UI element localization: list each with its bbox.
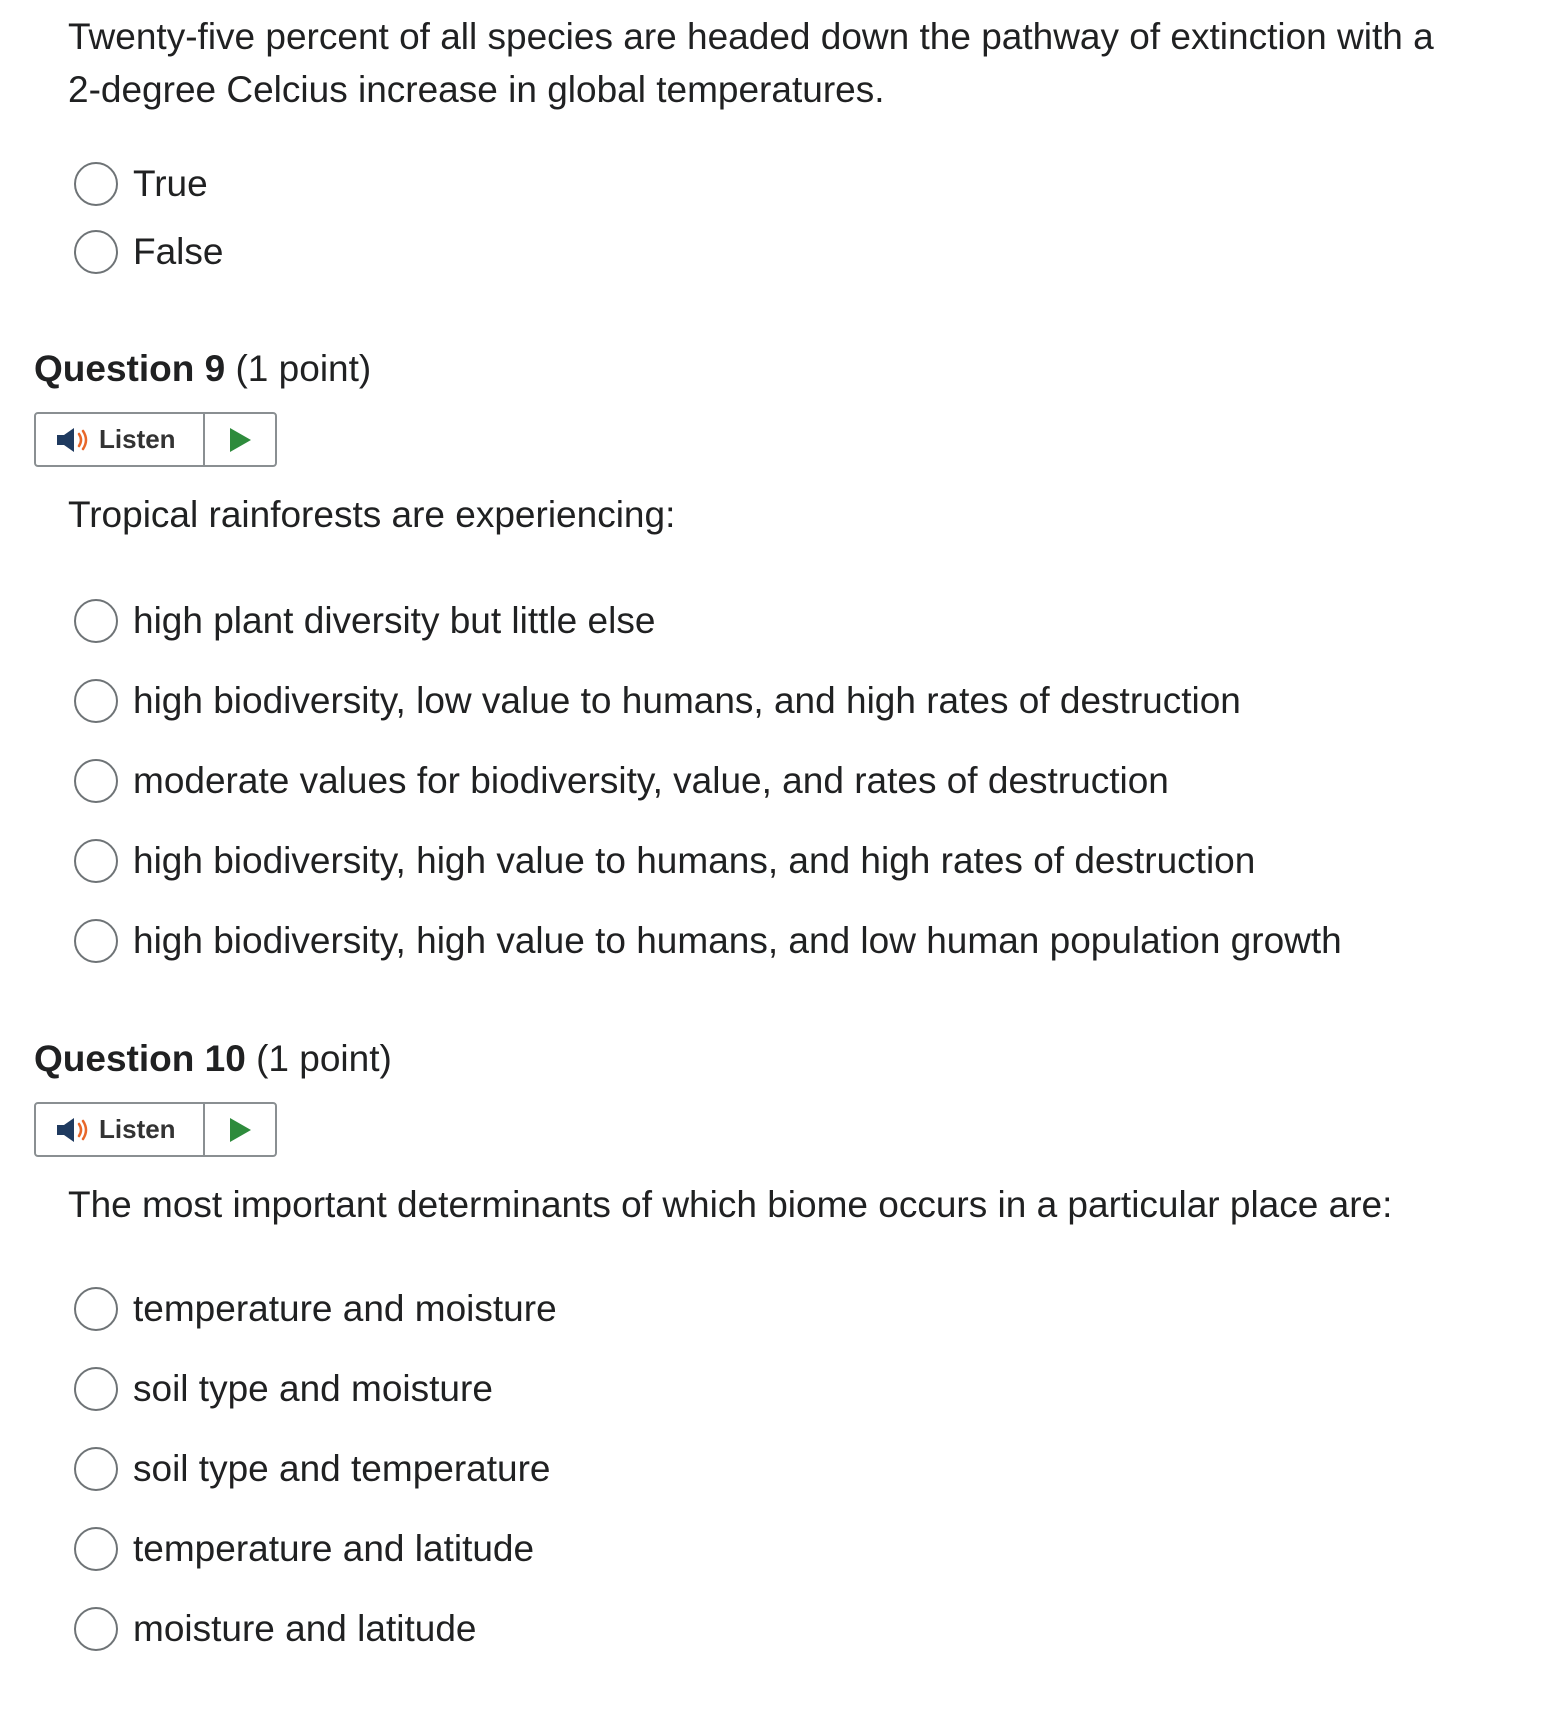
- option-label: high biodiversity, high value to humans, and high rates of destruction: [133, 840, 1256, 881]
- question-10-play-button[interactable]: [205, 1104, 275, 1155]
- radio-button[interactable]: [74, 1447, 118, 1491]
- question-10-listen-button[interactable]: [36, 1104, 205, 1155]
- listen-label: Listen: [99, 1114, 176, 1144]
- option-label: temperature and moisture: [133, 1288, 557, 1329]
- question-9-text: Tropical rainforests are experiencing:: [68, 494, 676, 535]
- question-8-option-true[interactable]: [74, 160, 208, 208]
- option-label: True: [133, 163, 208, 204]
- question-8-text: [68, 10, 1434, 116]
- question-10-text: The most important determinants of which biome occurs in a particular place are:: [68, 1184, 1393, 1225]
- question-10-option-1[interactable]: [74, 1285, 557, 1333]
- question-10-option-5[interactable]: [74, 1605, 476, 1653]
- question-10-points: (1 point): [256, 1038, 392, 1079]
- question-10-title: [34, 1038, 392, 1080]
- question-10-listen-widget: [34, 1102, 277, 1157]
- radio-button[interactable]: [74, 1287, 118, 1331]
- question-9-number: Question 9: [34, 348, 226, 389]
- option-label: soil type and moisture: [133, 1368, 493, 1409]
- radio-button[interactable]: [74, 1607, 118, 1651]
- speaker-icon: [55, 425, 93, 455]
- radio-button[interactable]: [74, 919, 118, 963]
- question-10-number: Question 10: [34, 1038, 246, 1079]
- question-9-option-4[interactable]: [74, 837, 1255, 885]
- listen-label: Listen: [99, 424, 176, 454]
- radio-button[interactable]: [74, 1527, 118, 1571]
- play-icon: [227, 426, 253, 454]
- radio-button[interactable]: [74, 162, 118, 206]
- radio-button[interactable]: [74, 599, 118, 643]
- question-9-title: [34, 348, 371, 390]
- option-label: high biodiversity, high value to humans, and low human population growth: [133, 920, 1342, 961]
- question-9-option-5[interactable]: [74, 917, 1342, 965]
- radio-button[interactable]: [74, 230, 118, 274]
- question-8-text-line-1: Twenty-five percent of all species are headed down the pathway of extinction with a: [68, 16, 1434, 57]
- question-10-option-3[interactable]: [74, 1445, 551, 1493]
- option-label: high plant diversity but little else: [133, 600, 656, 641]
- radio-button[interactable]: [74, 839, 118, 883]
- question-10-option-4[interactable]: [74, 1525, 534, 1573]
- speaker-icon: [55, 1115, 93, 1145]
- question-10-option-2[interactable]: [74, 1365, 493, 1413]
- question-9-listen-button[interactable]: [36, 414, 205, 465]
- question-9-option-2[interactable]: [74, 677, 1241, 725]
- radio-button[interactable]: [74, 1367, 118, 1411]
- question-8-text-line-2: 2-degree Celcius increase in global temperatures.: [68, 69, 885, 110]
- option-label: moisture and latitude: [133, 1608, 477, 1649]
- question-9-option-3[interactable]: [74, 757, 1169, 805]
- question-8-option-false[interactable]: [74, 228, 223, 276]
- play-icon: [227, 1116, 253, 1144]
- question-9-listen-widget: [34, 412, 277, 467]
- option-label: temperature and latitude: [133, 1528, 535, 1569]
- option-label: soil type and temperature: [133, 1448, 551, 1489]
- option-label: moderate values for biodiversity, value, and rates of destruction: [133, 760, 1169, 801]
- radio-button[interactable]: [74, 679, 118, 723]
- question-9-points: (1 point): [235, 348, 372, 389]
- question-9-play-button[interactable]: [205, 414, 275, 465]
- question-9-option-1[interactable]: [74, 597, 655, 645]
- radio-button[interactable]: [74, 759, 118, 803]
- option-label: high biodiversity, low value to humans, and high rates of destruction: [133, 680, 1241, 721]
- option-label: False: [133, 231, 224, 272]
